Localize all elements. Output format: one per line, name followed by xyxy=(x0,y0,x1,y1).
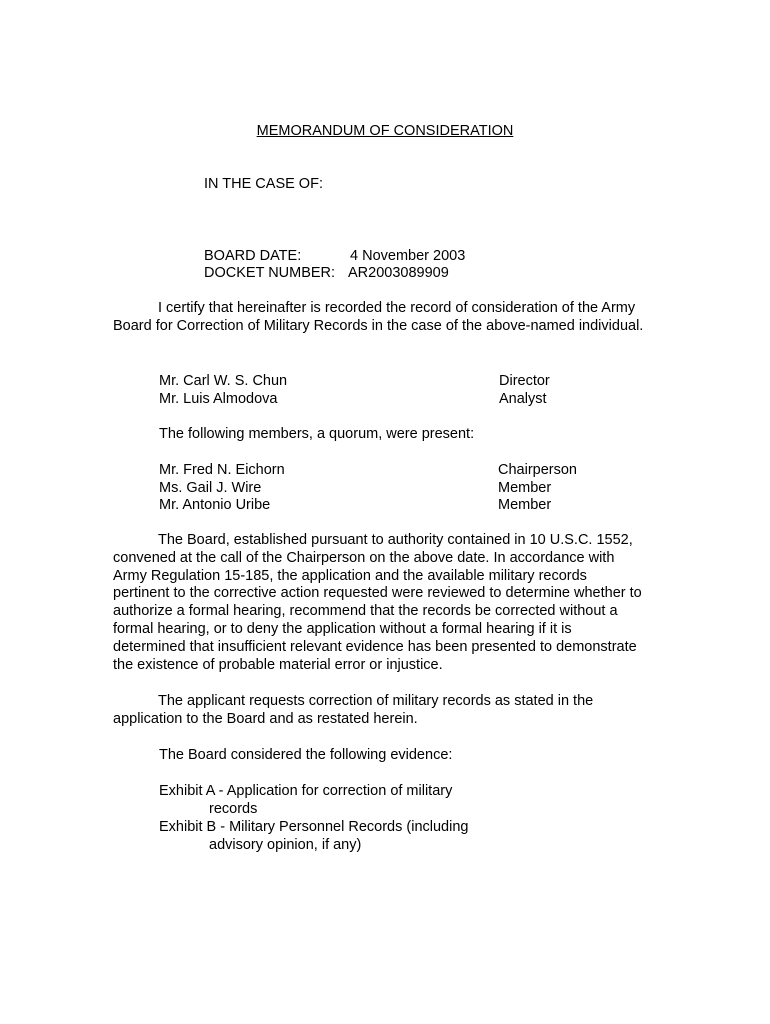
exhibit-continuation: advisory opinion, if any) xyxy=(209,837,362,853)
exhibit-continuation: records xyxy=(209,801,258,817)
request-text: The applicant requests correction of military records as stated in the application to the Board and as restated herein. xyxy=(113,693,594,727)
staff-row xyxy=(159,372,599,390)
member-name: Mr. Fred N. Eichorn xyxy=(159,462,285,478)
exhibit-line: Exhibit B - Military Personnel Records (including xyxy=(159,819,469,835)
member-name: Ms. Gail J. Wire xyxy=(159,480,262,496)
board-date-label: BOARD DATE: xyxy=(204,248,302,264)
docket-number-value: AR2003089909 xyxy=(348,265,449,281)
exhibit-item xyxy=(159,782,452,818)
staff-name: Mr. Carl W. S. Chun xyxy=(159,373,288,389)
certify-paragraph xyxy=(113,300,658,336)
board-text: The Board, established pursuant to authority contained in 10 U.S.C. 1552, convened at the call of the Chairperson on the above date. In accordance with Army Regulation 15-185, the application and the available military records pertinent to the corrective action requested were reviewed to determine whether to authorize a formal hearing, recommend that the records be corrected without a formal hearing, or to deny the application without a formal hearing if it is determined that insufficient relevant evidence has been presented to demonstrate the existence of probable material error or injustice. xyxy=(113,532,642,673)
staff-role: Analyst xyxy=(499,391,547,407)
staff-row xyxy=(159,390,599,408)
member-row xyxy=(159,496,599,514)
member-name: Mr. Antonio Uribe xyxy=(159,497,271,513)
evidence-intro: The Board considered the following evidence: xyxy=(159,747,453,763)
board-paragraph xyxy=(113,532,643,674)
member-row xyxy=(159,461,599,479)
docket-number-label: DOCKET NUMBER: xyxy=(204,265,336,281)
board-date-value: 4 November 2003 xyxy=(350,248,466,264)
staff-role: Director xyxy=(499,373,550,389)
member-role: Chairperson xyxy=(498,462,577,478)
staff-name: Mr. Luis Almodova xyxy=(159,391,278,407)
certify-text: I certify that hereinafter is recorded the record of consideration of the Army Board for Correction of Military Records in the case of the above-named individual. xyxy=(113,300,644,334)
member-row xyxy=(159,479,599,497)
exhibit-item xyxy=(159,818,468,854)
case-label: IN THE CASE OF: xyxy=(204,176,323,192)
quorum-text: The following members, a quorum, were present: xyxy=(159,426,475,442)
exhibit-line: Exhibit A - Application for correction of military xyxy=(159,783,453,799)
request-paragraph xyxy=(113,693,658,729)
memorandum-title: MEMORANDUM OF CONSIDERATION xyxy=(256,123,514,139)
member-role: Member xyxy=(498,480,552,496)
member-role: Member xyxy=(498,497,552,513)
